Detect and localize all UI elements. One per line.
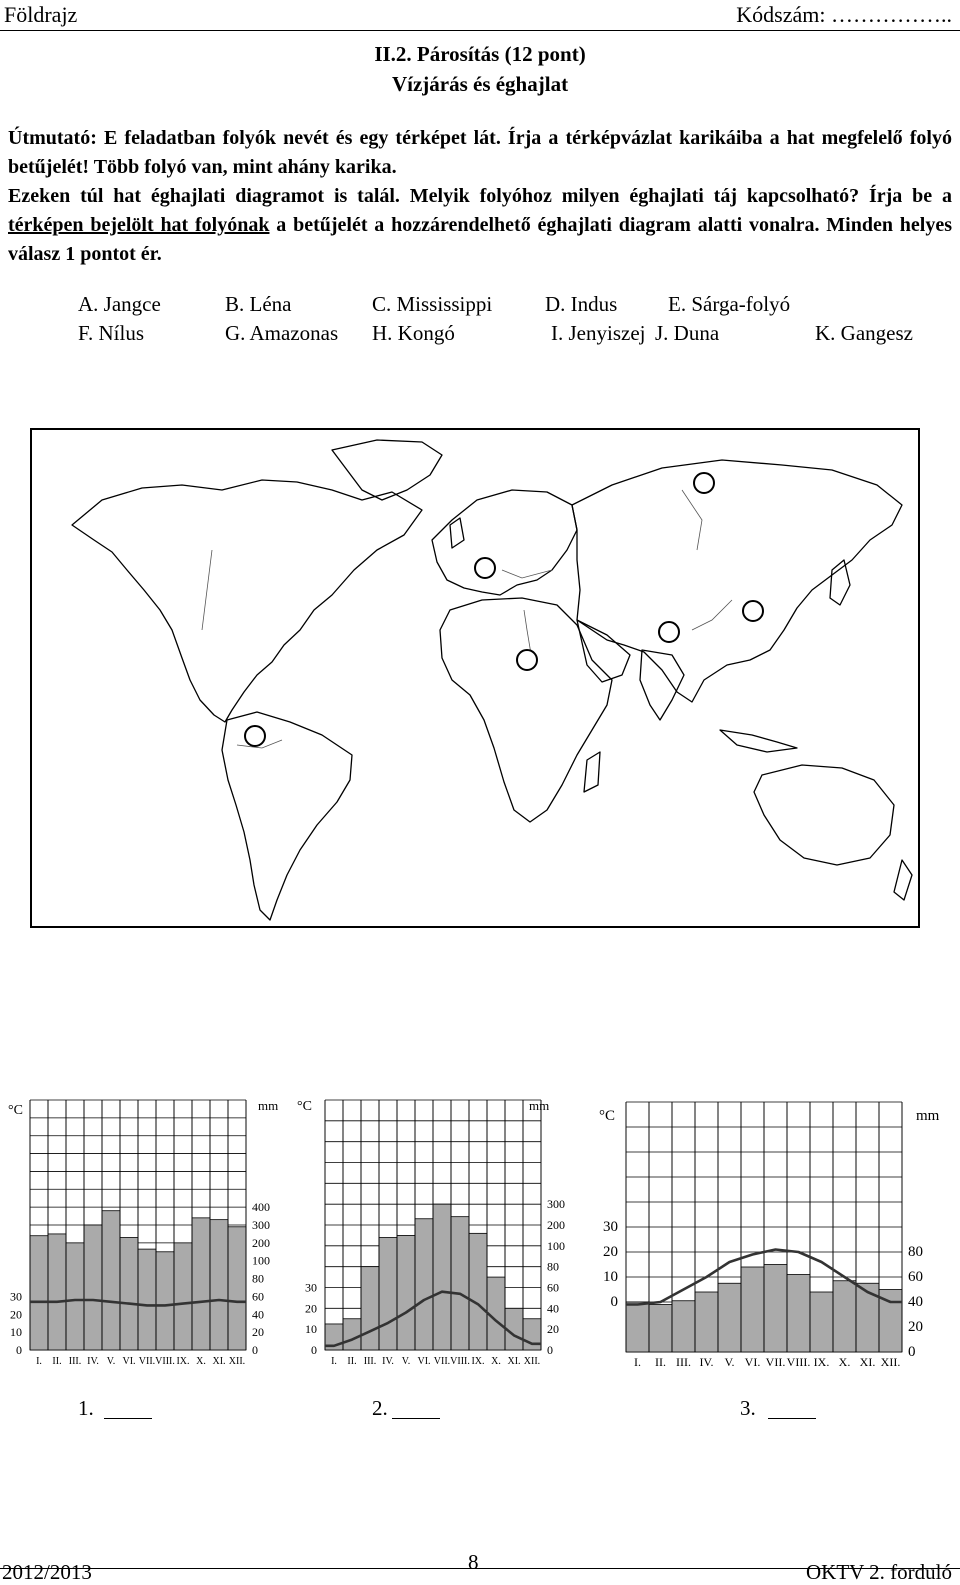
- code-label: Kódszám: ……………..: [736, 2, 952, 27]
- precip-bar: [649, 1305, 672, 1353]
- precip-bar: [120, 1238, 138, 1351]
- month-label: VI.: [122, 1356, 136, 1367]
- month-label: IV.: [87, 1356, 99, 1367]
- precip-bar: [192, 1218, 210, 1350]
- precip-bar: [741, 1267, 764, 1352]
- river-line: [682, 490, 702, 550]
- precip-bar: [695, 1292, 718, 1352]
- precip-bar: [210, 1220, 228, 1350]
- temp-tick-label: 30: [603, 1219, 618, 1235]
- mm-tick-label: 200: [252, 1235, 270, 1250]
- island-madagascar: [584, 752, 600, 792]
- deg-label: °C: [8, 1103, 23, 1118]
- footer-page-number: 8: [468, 1550, 479, 1574]
- river-option: H. Kongó: [372, 321, 455, 345]
- month-label: XII.: [880, 1355, 901, 1369]
- month-label: II.: [347, 1356, 357, 1367]
- islands-indonesia: [720, 730, 797, 752]
- footer-year: 2012/2013: [2, 1560, 92, 1584]
- month-label: VIII.: [450, 1356, 470, 1367]
- month-label: V.: [724, 1355, 735, 1369]
- climate-diagrams: [0, 1090, 960, 1380]
- continent-africa: [440, 598, 612, 822]
- month-label: XII.: [228, 1356, 246, 1367]
- island-japan: [830, 560, 850, 605]
- instructions: [8, 124, 952, 269]
- precip-bar: [787, 1275, 810, 1353]
- world-map-drawing: [32, 430, 918, 926]
- month-label: VI.: [417, 1356, 431, 1367]
- month-label: X.: [838, 1355, 851, 1369]
- precip-bar: [523, 1319, 541, 1350]
- continent-greenland: [332, 440, 442, 500]
- temp-tick-label: 20: [305, 1301, 317, 1316]
- instruction-paragraph-1: Útmutató: E feladatban folyók nevét és egy térképet lát. Írja a térképvázlat karikáiba a hat megfelelő folyó betűjelét! Több folyó van, mint ahány karika.: [8, 127, 952, 178]
- precip-bar: [361, 1267, 379, 1350]
- river-option: F. Nílus: [78, 321, 145, 345]
- river-option: I. Jenyiszej: [551, 321, 646, 345]
- precip-bar: [174, 1243, 192, 1350]
- mm-tick-label: 100: [547, 1238, 565, 1253]
- mm-tick-label: 0: [908, 1344, 916, 1360]
- world-map: [30, 428, 920, 928]
- month-label: III.: [68, 1356, 82, 1367]
- month-label: XI.: [212, 1356, 226, 1367]
- mm-tick-label: 0: [547, 1343, 553, 1357]
- river-option: C. Mississippi: [372, 292, 493, 316]
- mm-tick-label: 60: [547, 1280, 559, 1295]
- region-india: [640, 650, 684, 720]
- precip-bar: [469, 1233, 487, 1350]
- answer-label-2: 2.: [372, 1396, 388, 1420]
- month-label: II.: [655, 1355, 666, 1369]
- month-label: II.: [52, 1356, 62, 1367]
- answer-circle[interactable]: [694, 473, 714, 493]
- island-new-zealand: [894, 860, 912, 900]
- month-label: X.: [196, 1356, 206, 1367]
- answer-circle[interactable]: [743, 601, 763, 621]
- mm-label: mm: [916, 1108, 940, 1124]
- temp-tick-label: 10: [305, 1322, 317, 1337]
- mm-label: mm: [529, 1098, 550, 1113]
- mm-tick-label: 400: [252, 1200, 270, 1215]
- month-label: V.: [401, 1356, 411, 1367]
- precip-bar: [102, 1211, 120, 1350]
- mm-tick-label: 100: [252, 1253, 270, 1268]
- river-option: D. Indus: [545, 292, 618, 316]
- continent-europe: [432, 490, 577, 595]
- mm-tick-label: 80: [547, 1259, 559, 1274]
- precip-bar: [833, 1281, 856, 1352]
- answer-label-3: 3.: [740, 1396, 756, 1420]
- precip-bar: [626, 1302, 649, 1352]
- precip-bar: [156, 1252, 174, 1350]
- mm-tick-label: 80: [252, 1271, 264, 1286]
- precip-bar: [66, 1243, 84, 1350]
- month-label: XII.: [523, 1356, 541, 1367]
- mm-label: mm: [258, 1098, 279, 1113]
- month-label: IX.: [176, 1356, 190, 1367]
- answer-line-2[interactable]: [392, 1418, 440, 1419]
- month-label: III.: [363, 1356, 377, 1367]
- precip-bar: [30, 1236, 48, 1350]
- river-line: [692, 600, 732, 630]
- subject-label: Földrajz: [4, 2, 78, 27]
- mm-tick-label: 20: [547, 1322, 559, 1337]
- month-label: IV.: [382, 1356, 394, 1367]
- section-title: II.2. Párosítás (12 pont): [374, 42, 586, 66]
- river-line: [202, 550, 212, 630]
- precip-bar: [397, 1235, 415, 1350]
- precip-bar: [856, 1283, 879, 1352]
- continent-north-america: [72, 480, 422, 722]
- section-subtitle: Vízjárás és éghajlat: [391, 72, 569, 96]
- answer-circle[interactable]: [659, 622, 679, 642]
- precip-bar: [718, 1283, 741, 1352]
- mm-tick-label: 0: [252, 1343, 258, 1357]
- instruction-paragraph-2: [8, 182, 952, 269]
- answer-label-1: 1.: [78, 1396, 94, 1420]
- month-label: VII.: [765, 1355, 786, 1369]
- month-label: III.: [676, 1355, 691, 1369]
- river-option: B. Léna: [225, 292, 292, 316]
- month-label: V.: [106, 1356, 116, 1367]
- precip-bar: [810, 1292, 833, 1352]
- precip-bar: [48, 1234, 66, 1350]
- answer-circle[interactable]: [245, 726, 265, 746]
- page-header: [0, 0, 960, 31]
- river-option: J. Duna: [655, 321, 720, 345]
- temp-tick-label: 20: [10, 1307, 22, 1322]
- climate-diagram-3: [599, 1102, 940, 1369]
- mm-tick-label: 300: [252, 1218, 270, 1232]
- answer-circle[interactable]: [475, 558, 495, 578]
- precip-bar: [228, 1227, 246, 1350]
- precip-bar: [343, 1319, 361, 1350]
- mm-tick-label: 40: [252, 1307, 264, 1322]
- temp-tick-label: 10: [10, 1325, 22, 1340]
- river-option: G. Amazonas: [225, 321, 339, 345]
- month-label: IX.: [471, 1356, 485, 1367]
- continent-australia: [754, 765, 894, 865]
- temp-tick-label: 0: [610, 1294, 618, 1310]
- precip-bar: [451, 1217, 469, 1350]
- precip-bar: [433, 1204, 451, 1350]
- month-label: I.: [36, 1356, 42, 1367]
- month-label: VII.: [138, 1356, 156, 1367]
- mm-tick-label: 20: [908, 1319, 923, 1335]
- mm-tick-label: 40: [908, 1294, 923, 1310]
- month-label: X.: [491, 1356, 501, 1367]
- instruction-text-b: a betűjelét a hozzárendelhető éghajlati diagram alatti vonalra. Minden helyes válasz 1 pontot ér.: [8, 214, 953, 265]
- precip-bar: [415, 1219, 433, 1350]
- precip-bar: [672, 1301, 695, 1352]
- temp-tick-label: 30: [305, 1280, 317, 1295]
- deg-label: °C: [297, 1099, 312, 1114]
- river-option: E. Sárga-folyó: [668, 292, 791, 316]
- answer-line-1[interactable]: [104, 1418, 152, 1419]
- month-label: XI.: [859, 1355, 876, 1369]
- month-label: I.: [634, 1355, 641, 1369]
- precip-bar: [379, 1238, 397, 1351]
- month-label: VI.: [744, 1355, 761, 1369]
- instruction-text-a: Ezeken túl hat éghajlati diagramot is talál. Melyik folyóhoz milyen éghajlati táj kapcsolható? Írja be a: [8, 185, 952, 207]
- mm-tick-label: 300: [547, 1197, 565, 1212]
- continent-south-america: [222, 712, 352, 920]
- month-label: VIII.: [155, 1356, 175, 1367]
- temp-tick-label: 0: [16, 1343, 22, 1357]
- mm-tick-label: 60: [252, 1289, 264, 1304]
- month-label: VIII.: [786, 1355, 811, 1369]
- footer-competition: OKTV 2. forduló: [805, 1560, 952, 1584]
- deg-label: °C: [599, 1108, 616, 1124]
- precip-bar: [764, 1265, 787, 1353]
- month-label: XI.: [507, 1356, 521, 1367]
- mm-tick-label: 60: [908, 1269, 923, 1285]
- instruction-underlined: térképen bejelölt hat folyónak: [8, 214, 270, 236]
- climate-diagram-2: [297, 1098, 565, 1367]
- month-label: I.: [331, 1356, 337, 1367]
- month-label: IX.: [813, 1355, 830, 1369]
- month-label: VII.: [433, 1356, 451, 1367]
- mm-tick-label: 20: [252, 1325, 264, 1340]
- river-line: [502, 570, 552, 578]
- region-arabia: [577, 620, 630, 682]
- answer-circle[interactable]: [517, 650, 537, 670]
- answer-line-3[interactable]: [768, 1418, 816, 1419]
- precip-bar: [84, 1225, 102, 1350]
- climate-diagram-1: [8, 1098, 278, 1367]
- temp-tick-label: 10: [603, 1269, 618, 1285]
- river-option: A. Jangce: [78, 292, 161, 316]
- temp-tick-label: 20: [603, 1244, 618, 1260]
- island-britain: [450, 518, 464, 548]
- continent-asia: [572, 460, 902, 702]
- temp-tick-label: 0: [311, 1343, 317, 1357]
- mm-tick-label: 200: [547, 1218, 565, 1232]
- river-option: K. Gangesz: [815, 321, 913, 345]
- mm-tick-label: 80: [908, 1244, 923, 1260]
- precip-bar: [138, 1249, 156, 1350]
- mm-tick-label: 40: [547, 1301, 559, 1316]
- month-label: IV.: [699, 1355, 714, 1369]
- temp-tick-label: 30: [10, 1289, 22, 1304]
